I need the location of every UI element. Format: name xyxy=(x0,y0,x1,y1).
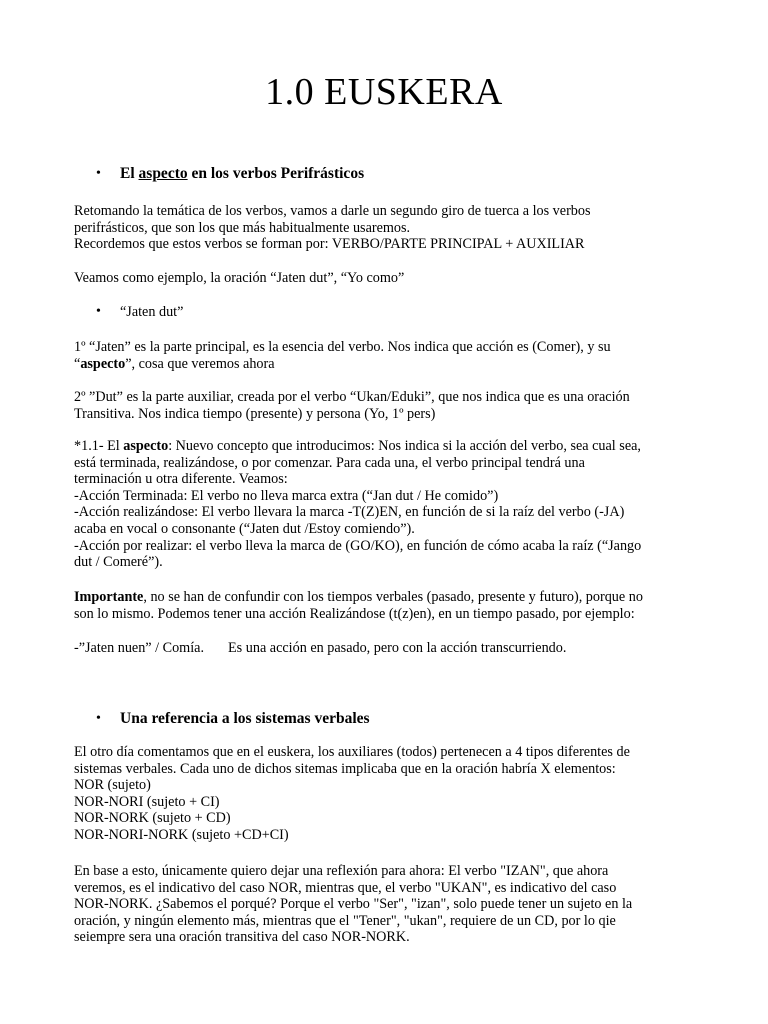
bullet-icon: • xyxy=(96,711,101,726)
text-line: son lo mismo. Podemos tener una acción Realizándose (t(z)en), en un tiempo pasado, por ejemplo: xyxy=(74,605,635,622)
example-left: -”Jaten nuen” / Comía. xyxy=(74,640,205,656)
text-line: perifrásticos, que son los que más habitualmente usaremos. xyxy=(74,219,411,236)
text-line: Veamos como ejemplo, la oración “Jaten dut”, “Yo como” xyxy=(74,270,405,286)
heading-text: El xyxy=(120,165,139,182)
paragraph-1 xyxy=(74,339,698,372)
text-line: -Acción Terminada: El verbo no lleva marca extra (“Jan dut / He comido”) xyxy=(74,487,499,504)
bullet-text: “Jaten dut” xyxy=(120,304,184,320)
example-line xyxy=(74,270,698,287)
heading-underlined-word: aspecto xyxy=(138,165,188,182)
sistemas-paragraph xyxy=(74,744,698,844)
text-fragment: : Nuevo concepto que introducimos: Nos indica si la acción del verbo, sea cual sea, xyxy=(168,438,641,454)
bullet-icon: • xyxy=(96,166,101,181)
text-line: NOR (sujeto) xyxy=(74,777,151,794)
page-title: 1.0 EUSKERA xyxy=(265,71,503,113)
text-line: terminación u otra diferente. Veamos: xyxy=(74,471,288,488)
text-fragment: , no se han de confundir con los tiempos verbales (pasado, presente y futuro), porque no xyxy=(143,589,643,605)
text-line: El otro día comentamos que en el euskera, los auxiliares (todos) pertenecen a 4 tipos diferentes de xyxy=(74,744,630,760)
paragraph-2 xyxy=(74,389,698,422)
text-fragment: “ xyxy=(74,355,81,372)
text-line: Transitiva. Nos indica tiempo (presente) y persona (Yo, 1º pers) xyxy=(74,405,436,422)
text-line: NOR-NORI (sujeto + CI) xyxy=(74,793,220,810)
intro-paragraph xyxy=(74,203,698,253)
reflexion-paragraph xyxy=(74,863,698,946)
bold-word: aspecto xyxy=(123,438,169,454)
text-line: NOR-NORK (sujeto + CD) xyxy=(74,810,231,827)
text-line: -Acción por realizar: el verbo lleva la marca de (GO/KO), en función de cómo acaba la raíz (“Jango xyxy=(74,537,642,554)
bullet-icon: • xyxy=(96,304,101,319)
text-line: -Acción realizándose: El verbo llevara la marca -T(Z)EN, en función de si la raíz del verbo (-JA) xyxy=(74,504,625,521)
text-line: sistemas verbales. Cada uno de dichos sitemas implicaba que en la oración habría X elementos: xyxy=(74,760,616,777)
heading-text: Una referencia a los sistemas verbales xyxy=(120,710,370,727)
text-line: NOR-NORI-NORK (sujeto +CD+CI) xyxy=(74,826,289,843)
bold-word: Importante xyxy=(74,589,144,605)
text-line: Recordemos que estos verbos se forman por: VERBO/PARTE PRINCIPAL + AUXILIAR xyxy=(74,236,585,253)
text-line: En base a esto, únicamente quiero dejar una reflexión para ahora: El verbo "IZAN", que ahora xyxy=(74,863,609,879)
text-line: acaba en vocal o consonante (“Jaten dut /Estoy comiendo”). xyxy=(74,520,415,537)
text-line: está terminada, realizándose, o por comenzar. Para cada una, el verbo principal tendrá una xyxy=(74,454,585,471)
text-line: 1º “Jaten” es la parte principal, es la esencia del verbo. Nos indica que acción es (Comer), y su xyxy=(74,339,611,355)
text-fragment: ”, cosa que veremos ahora xyxy=(125,355,275,372)
example-past xyxy=(74,640,698,657)
text-line: dut / Comeré”). xyxy=(74,554,163,571)
text-line: NOR-NORK. ¿Sabemos el porqué? Porque el verbo "Ser", "izan", solo puede tener un sujeto en la xyxy=(74,896,633,913)
heading-text: en los verbos Perifrásticos xyxy=(187,165,365,182)
text-line: 2º ”Dut” es la parte auxiliar, creada por el verbo “Ukan/Eduki”, que nos indica que es una oración xyxy=(74,389,630,405)
example-right: Es una acción en pasado, pero con la acción transcurriendo. xyxy=(228,640,567,656)
paragraph-importante xyxy=(74,589,698,622)
text-line: veremos, es el indicativo del caso NOR, mientras que, el verbo "UKAN", es indicativo del caso xyxy=(74,879,617,896)
text-line: seiempre sera una oración transitiva del caso NOR-NORK. xyxy=(74,929,410,946)
bold-word: aspecto xyxy=(80,355,126,372)
text-fragment: *1.1- El xyxy=(74,438,124,454)
paragraph-aspecto-definition xyxy=(74,438,698,571)
text-line: oración, y ningún elemento más, mientras que el "Tener", "ukan", requiere de un CD, por lo qie xyxy=(74,912,616,929)
text-line: Retomando la temática de los verbos, vamos a darle un segundo giro de tuerca a los verbos xyxy=(74,203,591,219)
